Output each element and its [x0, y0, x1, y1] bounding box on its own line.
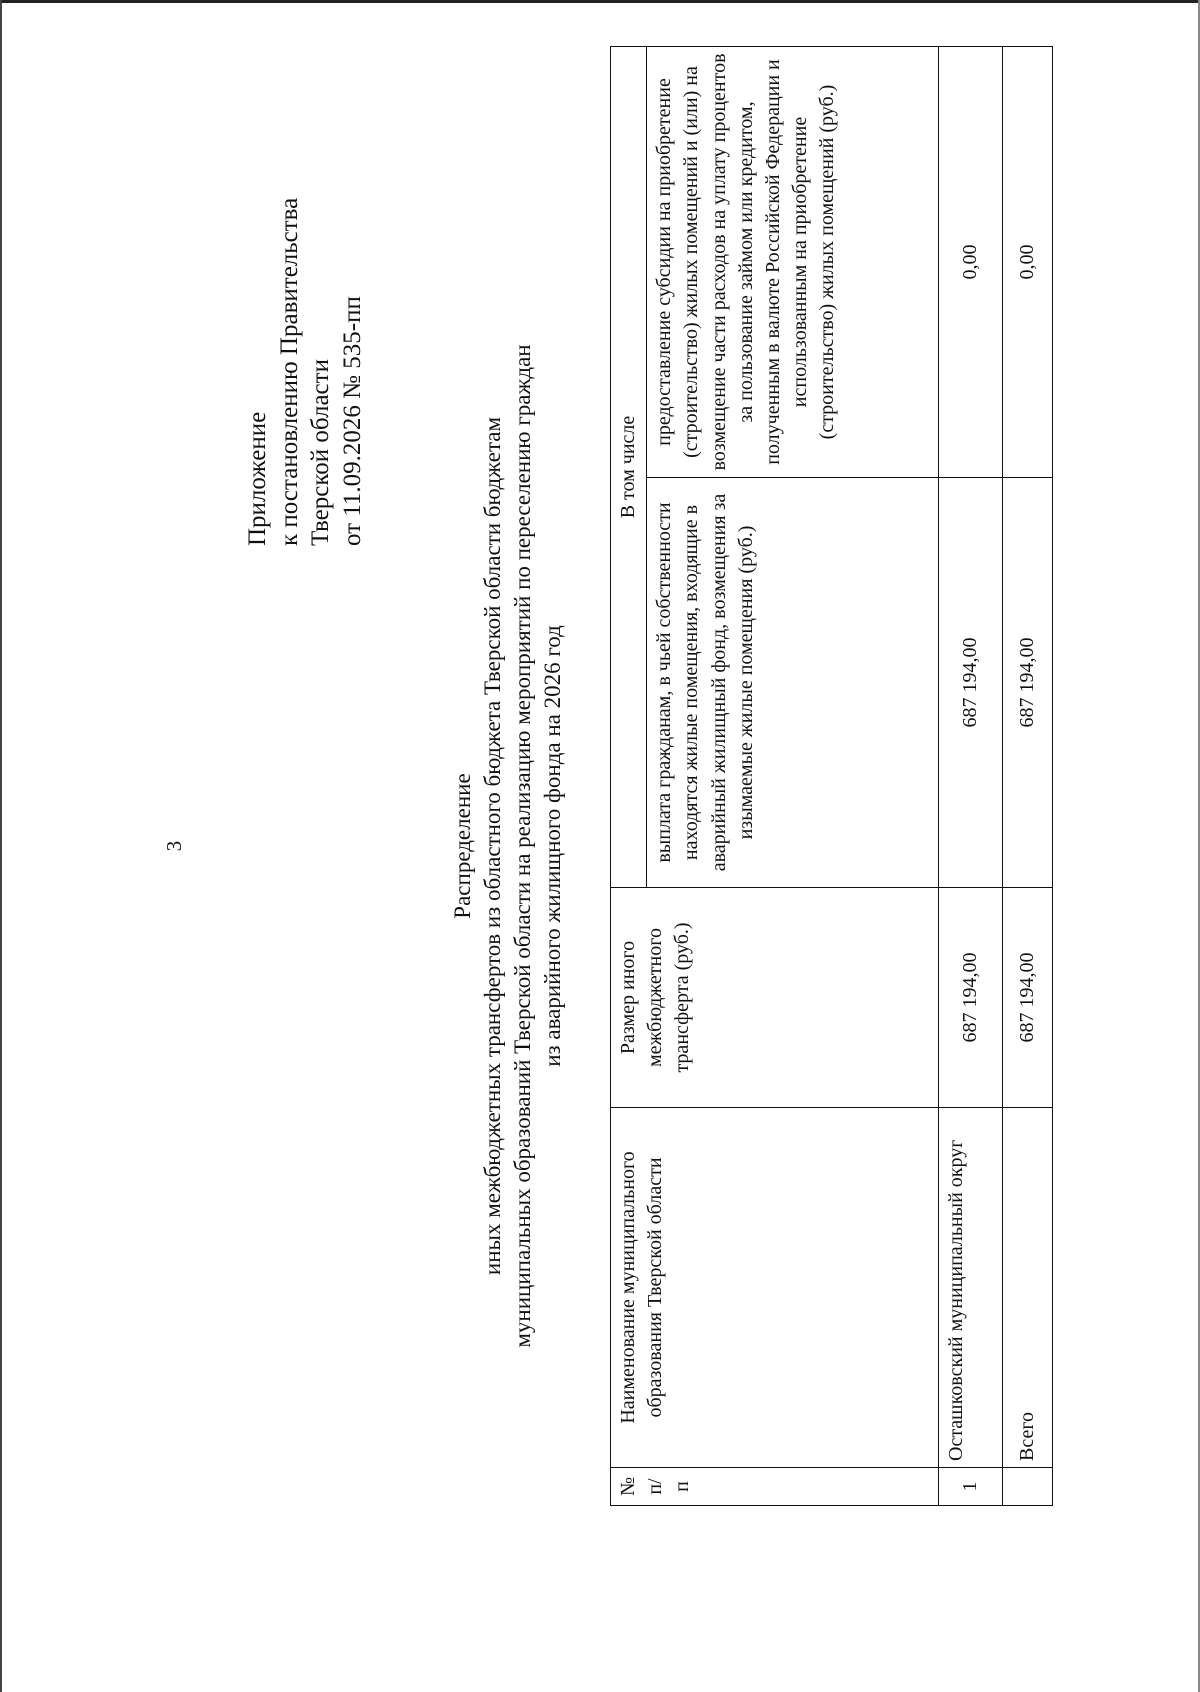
- table-total-row: [1003, 47, 1053, 1506]
- appendix-block: [242, 26, 368, 546]
- table-header-row: [611, 47, 647, 1506]
- title-line-2: иных межбюджетных трансфертов из областного бюджета Тверской области бюджетам: [479, 416, 505, 1276]
- title-line-1: Распределение: [450, 773, 475, 919]
- row-num: 1: [939, 1468, 1003, 1506]
- total-total: 687 194,00: [1003, 888, 1053, 1108]
- appendix-line-4: от 11.09.2026 № 535-пп: [338, 296, 366, 546]
- row-subsidy: 0,00: [939, 47, 1003, 478]
- title-line-4: из аварийного жилищного фонда на 2026 год: [539, 625, 565, 1067]
- scan-border-top: [0, 0, 1200, 3]
- table-row: [939, 47, 1003, 1506]
- row-payment: 687 194,00: [939, 478, 1003, 888]
- header-subsidy: предоставление субсидии на приобретение (строительство) жилых помещений и (или) на возмещение части расходов на уплату процентов за пользование займом или кредитом, полученным в валюте Российской Федерации и использованным на приобретение (строительство) жилых помещений (руб.): [647, 47, 939, 478]
- title-line-3: муниципальных образований Тверской области на реализацию мероприятий по переселению граждан: [509, 344, 535, 1348]
- document-title: [448, 26, 568, 1666]
- row-total: 687 194,00: [939, 888, 1003, 1108]
- header-num: № п/п: [611, 1468, 939, 1506]
- distribution-table: [610, 46, 1053, 1506]
- total-subsidy: 0,00: [1003, 47, 1053, 478]
- page-number: 3: [162, 840, 186, 852]
- document-page: [70, 26, 1130, 1666]
- total-label: Всего: [1003, 1108, 1053, 1468]
- appendix-line-1: Приложение: [244, 411, 271, 546]
- scan-border-left: [0, 0, 2, 1692]
- row-name: Осташковский муниципальный округ: [939, 1108, 1003, 1468]
- total-payment: 687 194,00: [1003, 478, 1053, 888]
- header-payment: выплата гражданам, в чьей собственности находятся жилые помещения, входящие в аварийный жилищный фонд, возмещения за изымаемые жилые помещения (руб.): [647, 478, 939, 888]
- header-including: В том числе: [611, 47, 647, 888]
- appendix-line-2: к постановлению Правительства: [275, 197, 303, 546]
- header-name: Наименование муниципального образования Тверской области: [611, 1108, 939, 1468]
- total-num-cell: [1003, 1468, 1053, 1506]
- appendix-line-3: Тверской области: [307, 359, 334, 546]
- header-total: Размер иного межбюджетного трансферта (руб.): [611, 888, 939, 1108]
